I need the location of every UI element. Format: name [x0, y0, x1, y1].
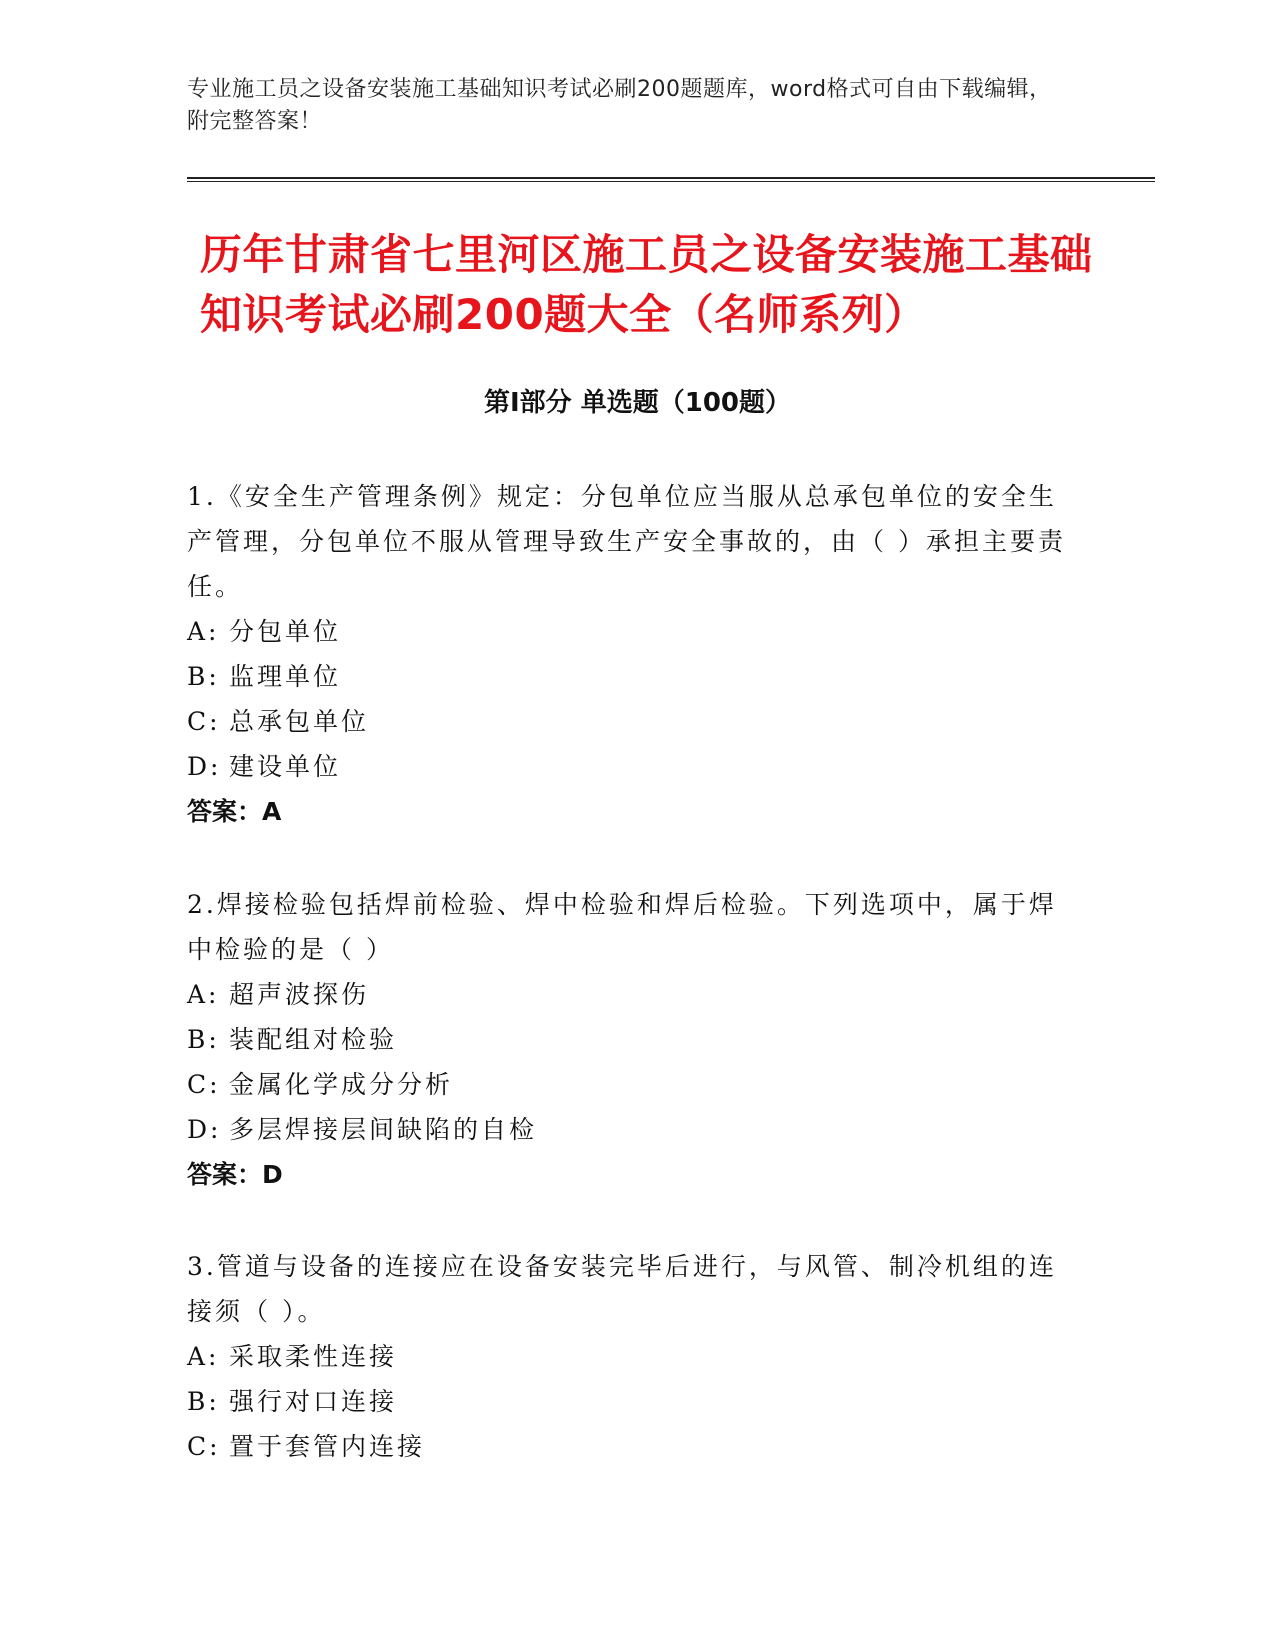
answer-line: [187, 1152, 1067, 1197]
option-a: [187, 972, 1067, 1017]
header-divider-thin: [187, 181, 1155, 182]
option-letter: B:: [187, 662, 220, 691]
option-letter: B:: [187, 1025, 220, 1054]
option-a: [187, 609, 1067, 654]
option-c: [187, 699, 1067, 744]
question-2: [187, 882, 1067, 1197]
option-letter: D:: [187, 1115, 222, 1144]
answer-value: D: [262, 1160, 283, 1189]
option-text: 分包单位: [229, 617, 342, 646]
option-letter: B:: [187, 1387, 220, 1416]
question-1: [187, 474, 1067, 834]
option-b: [187, 654, 1067, 699]
option-a: [187, 1334, 1067, 1379]
option-c: [187, 1424, 1067, 1469]
option-c: [187, 1062, 1067, 1107]
answer-label: 答案：: [187, 797, 263, 826]
option-text: 装配组对检验: [229, 1025, 398, 1054]
answer-value: A: [262, 797, 282, 826]
option-letter: A:: [187, 980, 220, 1009]
option-text: 强行对口连接: [229, 1387, 398, 1416]
option-d: [187, 1107, 1067, 1152]
option-text: 多层焊接层间缺陷的自检: [229, 1115, 538, 1144]
header-divider: [187, 177, 1155, 179]
option-text: 金属化学成分分析: [229, 1070, 454, 1099]
option-d: [187, 744, 1067, 789]
document-title: 历年甘肃省七里河区施工员之设备安装施工基础知识考试必刷200题大全（名师系列）: [200, 230, 1093, 339]
option-text: 超声波探伤: [229, 980, 370, 1009]
option-text: 总承包单位: [229, 707, 370, 736]
header-note: 专业施工员之设备安装施工基础知识考试必刷200题题库，word格式可自由下载编辑，附完整答案！: [187, 77, 1052, 134]
option-letter: C:: [187, 1070, 221, 1099]
answer-line: [187, 789, 1067, 834]
question-text: 1.《安全生产管理条例》规定：分包单位应当服从总承包单位的安全生产管理，分包单位不服从管理导致生产安全事故的，由（ ）承担主要责任。: [187, 482, 1066, 601]
option-text: 建设单位: [229, 752, 342, 781]
option-text: 监理单位: [229, 662, 342, 691]
question-3: [187, 1244, 1067, 1469]
question-text: 2.焊接检验包括焊前检验、焊中检验和焊后检验。下列选项中，属于焊中检验的是（ ）: [187, 890, 1057, 964]
option-letter: C:: [187, 1432, 221, 1461]
option-letter: A:: [187, 1342, 220, 1371]
option-letter: D:: [187, 752, 222, 781]
question-text: 3.管道与设备的连接应在设备安装完毕后进行，与风管、制冷机组的连接须（ ）。: [187, 1252, 1057, 1326]
option-letter: C:: [187, 707, 221, 736]
option-b: [187, 1017, 1067, 1062]
option-b: [187, 1379, 1067, 1424]
answer-label: 答案：: [187, 1160, 263, 1189]
option-letter: A:: [187, 617, 220, 646]
option-text: 采取柔性连接: [229, 1342, 398, 1371]
option-text: 置于套管内连接: [229, 1432, 426, 1461]
section-heading: 第Ⅰ部分 单选题（100题）: [484, 388, 791, 418]
